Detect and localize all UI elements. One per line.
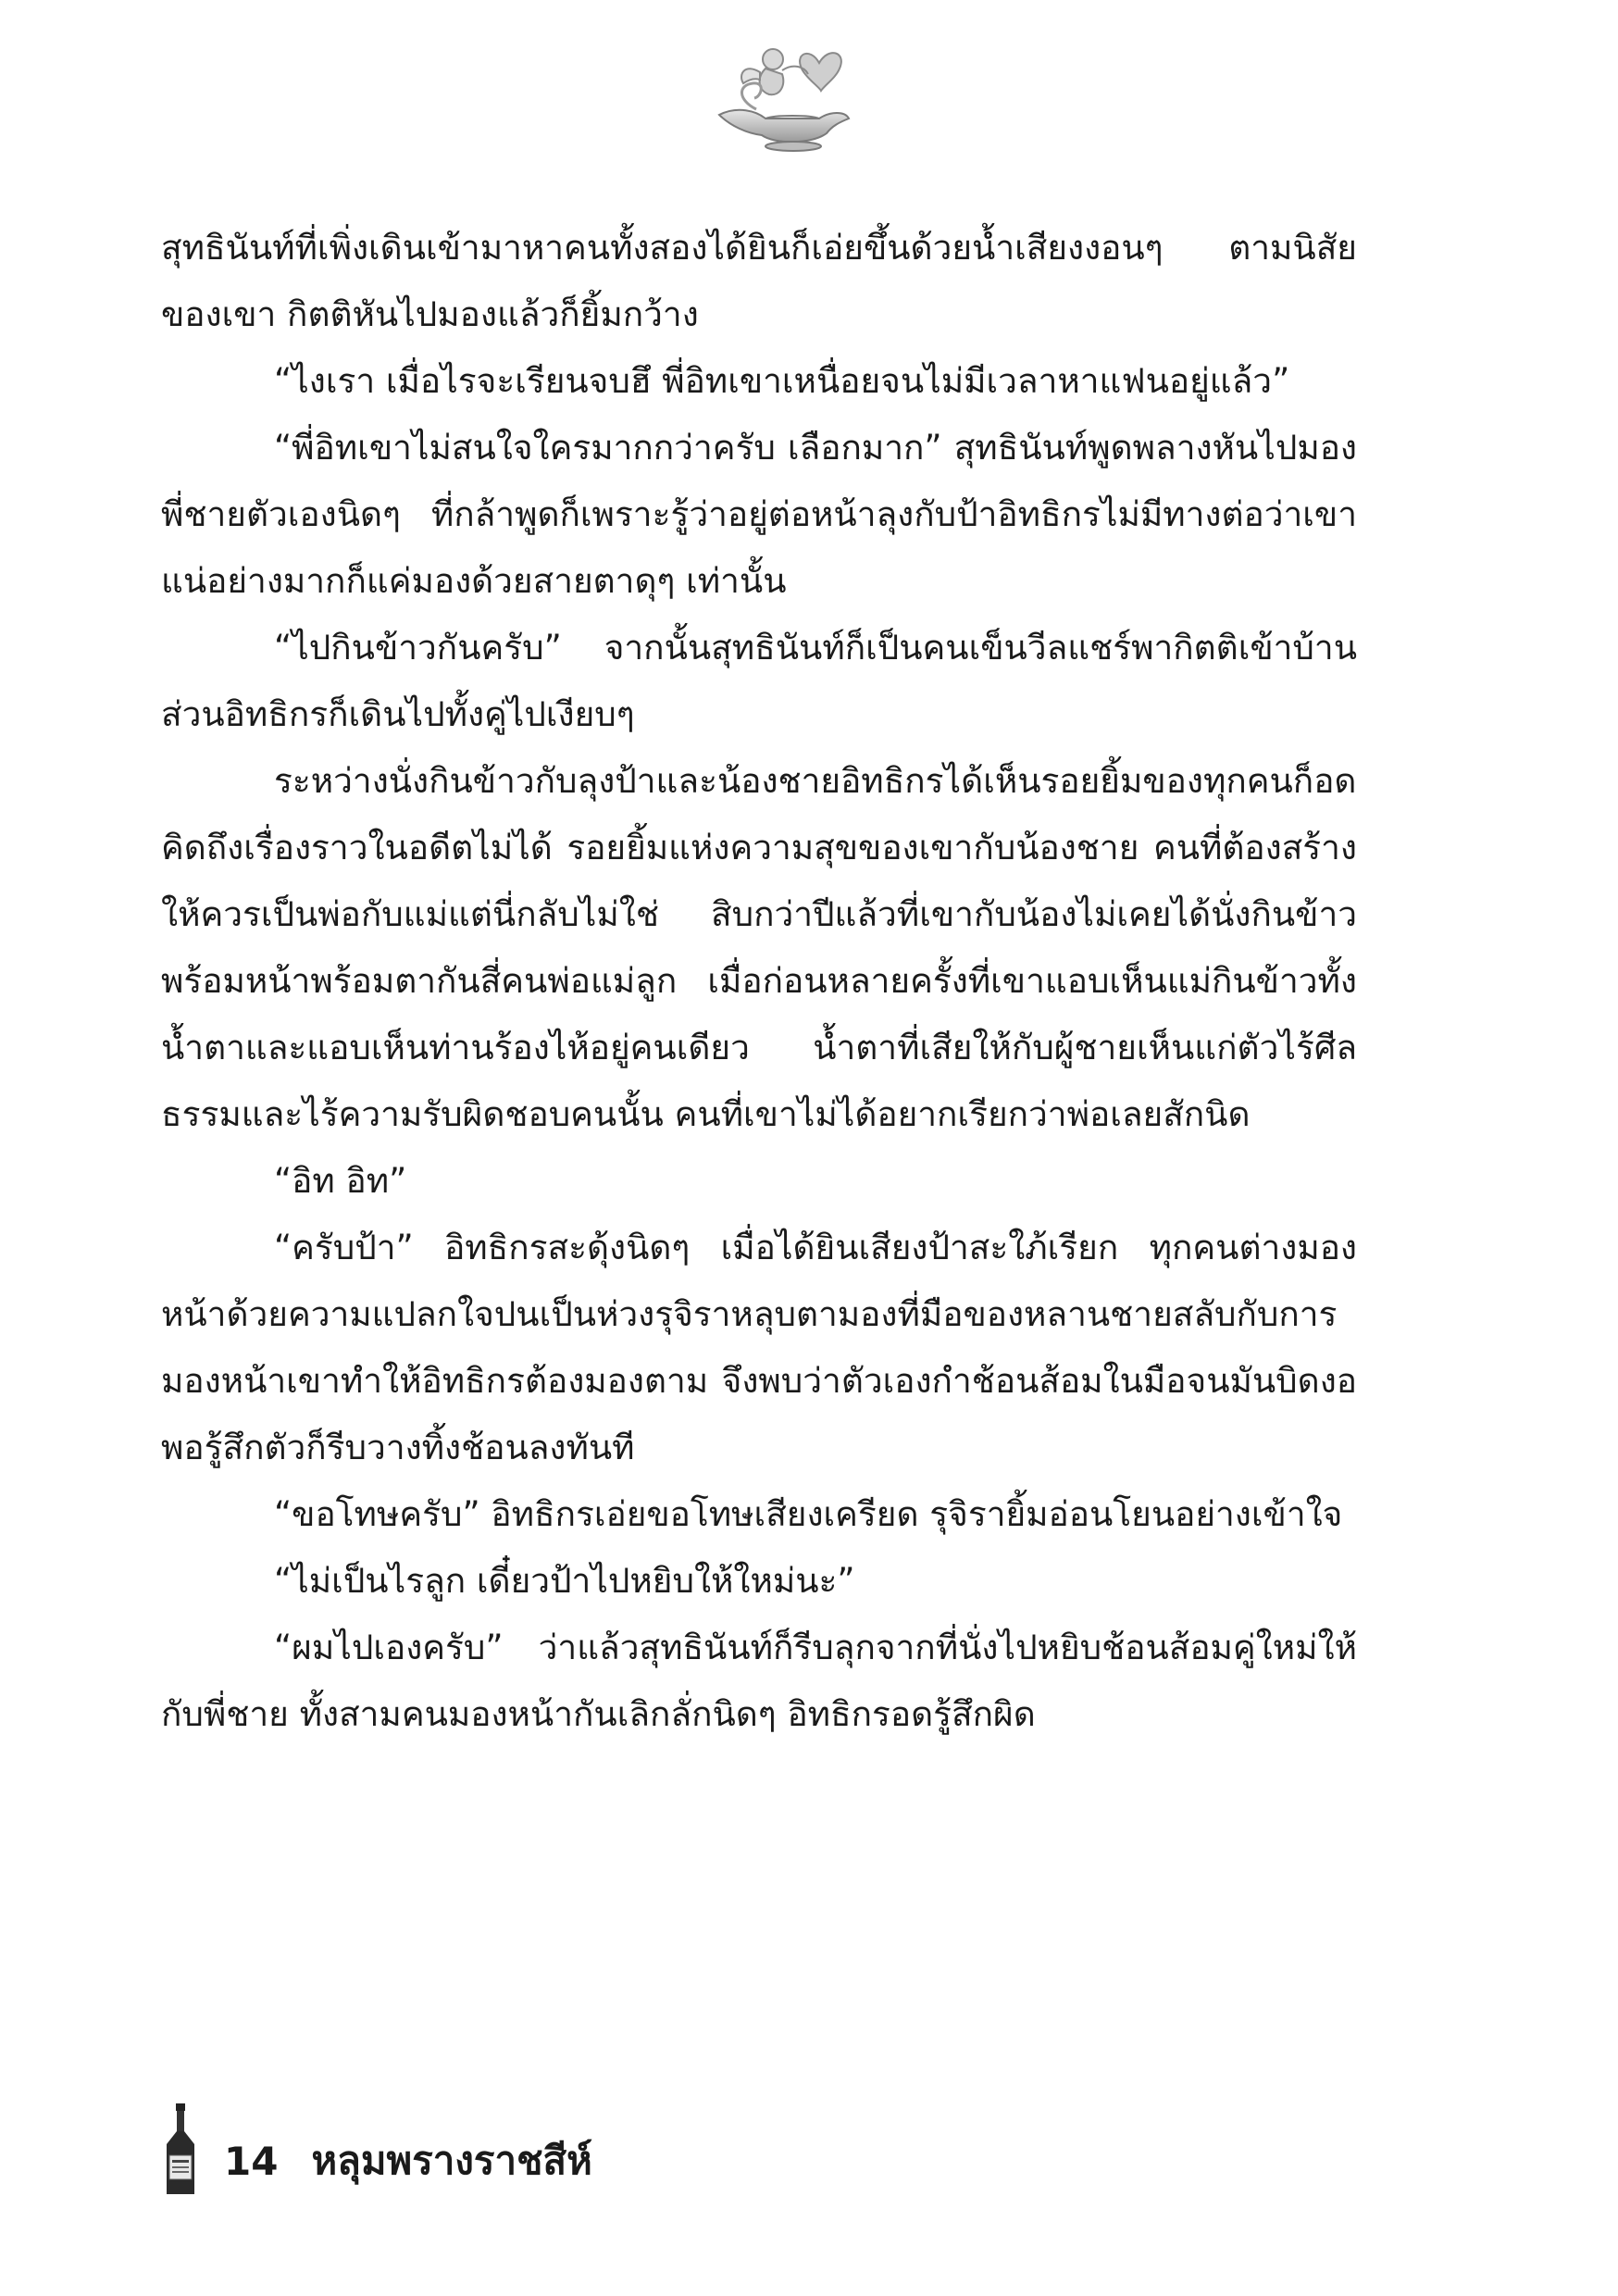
book-title: หลุมพรางราชสีห์ (311, 2138, 592, 2183)
paragraph: “ขอโทษครับ” อิทธิกรเอ่ยขอโทษเสียงเครียด รุจิรายิ้มอ่อนโยนอย่างเข้าใจ (274, 1494, 1343, 1534)
page-number: 14 (224, 2138, 279, 2184)
paragraph: “ไม่เป็นไรลูก เดี๋ยวป้าไปหยิบให้ใหม่นะ” (274, 1561, 855, 1601)
paragraph: “ครับป้า” อิทธิกรสะดุ้งนิดๆ เมื่อได้ยินเสียงป้าสะใภ้เรียก ทุกคนต่างมองหน้าด้วยความแปลกใจปนเป็นห่วงรุจิราหลุบตามองที่มือของหลานชายสลับกับการมองหน้าเขาทำให้อิทธิกรต้องมองตาม จึงพบว่าตัวเองกำช้อนส้อมในมือจนมันบิดงอ พอรู้สึกตัวก็รีบวางทิ้งช้อนลงทันที (161, 1228, 1357, 1467)
cupid-lamp-icon (701, 26, 858, 156)
paragraph: “พี่อิทเขาไม่สนใจใครมากกว่าครับ เลือกมาก” สุทธินันท์พูดพลางหันไปมองพี่ชายตัวเองนิดๆ ที่กล้าพูดก็เพราะรู้ว่าอยู่ต่อหน้าลุงกับป้าอิทธิกรไม่มีทางต่อว่าเขาแน่อย่างมากก็แค่มองด้วยสายตาดุๆ เท่านั้น (161, 428, 1357, 601)
paragraph: สุทธินันท์ที่เพิ่งเดินเข้ามาหาคนทั้งสองได้ยินก็เอ่ยขึ้นด้วยน้ำเสียงงอนๆ ตามนิสัยของเขา กิตติหันไปมองแล้วก็ยิ้มกว้าง (161, 228, 1357, 334)
paragraph: “ไปกินข้าวกันครับ” จากนั้นสุทธินันท์ก็เป็นคนเข็นวีลแชร์พากิตติเข้าบ้านส่วนอิทธิกรก็เดินไปทั้งคู่ไปเงียบๆ (161, 628, 1357, 734)
whiskey-bottle-icon (161, 2103, 200, 2196)
paragraph: ระหว่างนั่งกินข้าวกับลุงป้าและน้องชายอิทธิกรได้เห็นรอยยิ้มของทุกคนก็อดคิดถึงเรื่องราวในอดีตไม่ได้ รอยยิ้มแห่งความสุขของเขากับน้องชาย คนที่ต้องสร้างให้ควรเป็นพ่อกับแม่แต่นี่กลับไม่ใช่ สิบกว่าปีแล้วที่เขากับน้องไม่เคยได้นั่งกินข้าวพร้อมหน้าพร้อมตากันสี่คนพ่อแม่ลูก เมื่อก่อนหลายครั้งที่เขาแอบเห็นแม่กินข้าวทั้งน้ำตาและแอบเห็นท่านร้องไห้อยู่คนเดียว น้ำตาที่เสียให้กับผู้ชายเห็นแก่ตัวไร้ศีลธรรมและไร้ความรับผิดชอบคนนั้น คนที่เขาไม่ได้อยากเรียกว่าพ่อเลยสักนิด (161, 761, 1357, 1134)
body-text (161, 215, 1357, 1748)
page-footer (161, 2103, 592, 2196)
paragraph: “ไงเรา เมื่อไรจะเรียนจบฮึ พี่อิทเขาเหนื่อยจนไม่มีเวลาหาแฟนอยู่แล้ว” (274, 361, 1290, 401)
paragraph: “อิท อิท” (274, 1161, 407, 1201)
paragraph: “ผมไปเองครับ” ว่าแล้วสุทธินันท์ก็รีบลุกจากที่นั่งไปหยิบช้อนส้อมคู่ใหม่ให้กับพี่ชาย ทั้งสามคนมองหน้ากันเลิกลั่กนิดๆ อิทธิกรอดรู้สึกผิด (161, 1628, 1357, 1734)
